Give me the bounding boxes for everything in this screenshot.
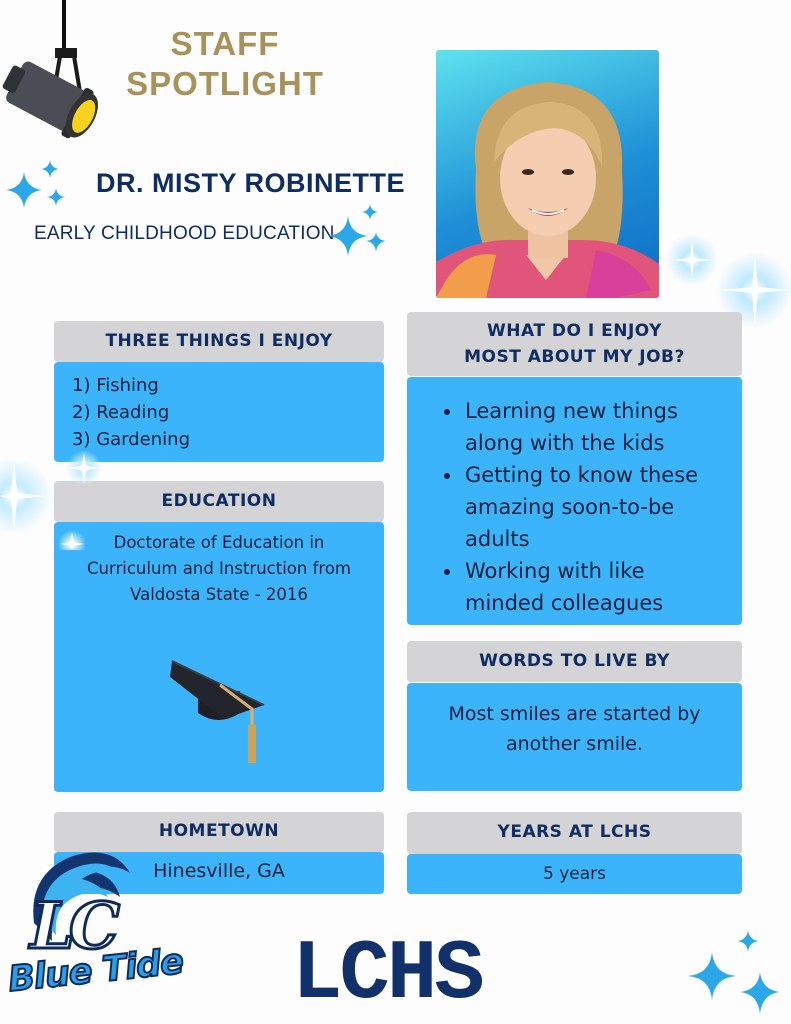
words-box (407, 683, 742, 791)
list-item: • Getting to know these amazing soon-to-be adults (463, 459, 728, 555)
years-box (407, 854, 742, 894)
list-item: 3) Gardening (72, 429, 191, 450)
list-item: • Learning new things along with the kids (463, 395, 728, 459)
title-line-spotlight: SPOTLIGHT (126, 65, 324, 102)
education-heading-text: EDUCATION (161, 490, 277, 511)
words-heading (407, 641, 742, 682)
education-line: Doctorate of Education in (113, 533, 325, 552)
years-heading (407, 812, 742, 854)
hometown-heading-text: HOMETOWN (158, 821, 280, 842)
sparkle-icon (676, 928, 786, 1020)
years-value: 5 years (542, 864, 606, 884)
school-name: LCHS (292, 928, 482, 1023)
sparkle-icon (4, 158, 76, 220)
logo-text: Blue Tide (6, 941, 185, 1001)
list-item: • Working with like minded colleagues (463, 555, 728, 619)
staff-photo (436, 50, 659, 298)
staff-name: DR. MISTY ROBINETTE (96, 168, 406, 198)
page-title (100, 24, 350, 104)
words-heading-text: WORDS TO LIVE BY (479, 650, 670, 671)
sparkle-icon (0, 440, 110, 550)
job-heading-line2: MOST ABOUT MY JOB? (464, 347, 685, 367)
years-heading-text: YEARS AT LCHS (497, 822, 652, 843)
education-line: Valdosta State - 2016 (130, 585, 308, 604)
hometown-value: Hinesville, GA (153, 860, 285, 882)
spotlight-icon (0, 0, 110, 160)
school-logo (0, 845, 200, 1015)
portrait-image (436, 50, 659, 298)
graduation-cap-icon (168, 655, 268, 767)
sparkle-icon (320, 202, 396, 266)
job-heading (407, 312, 742, 376)
logo-mark: LC (30, 889, 114, 964)
list-item: 2) Reading (72, 402, 170, 423)
list-item: 1) Fishing (72, 375, 159, 396)
quote-line: Most smiles are started by (448, 703, 701, 725)
enjoy-heading-text: THREE THINGS I ENJOY (105, 330, 333, 351)
job-list (407, 395, 728, 619)
job-box (407, 377, 742, 625)
education-line: Curriculum and Instruction from (87, 559, 351, 578)
job-heading-line1: WHAT DO I ENJOY (487, 321, 662, 341)
title-line-staff: STAFF (170, 25, 280, 62)
quote-line: another smile. (505, 733, 644, 755)
staff-role: EARLY CHILDHOOD EDUCATION (34, 223, 335, 244)
enjoy-heading (54, 321, 384, 362)
